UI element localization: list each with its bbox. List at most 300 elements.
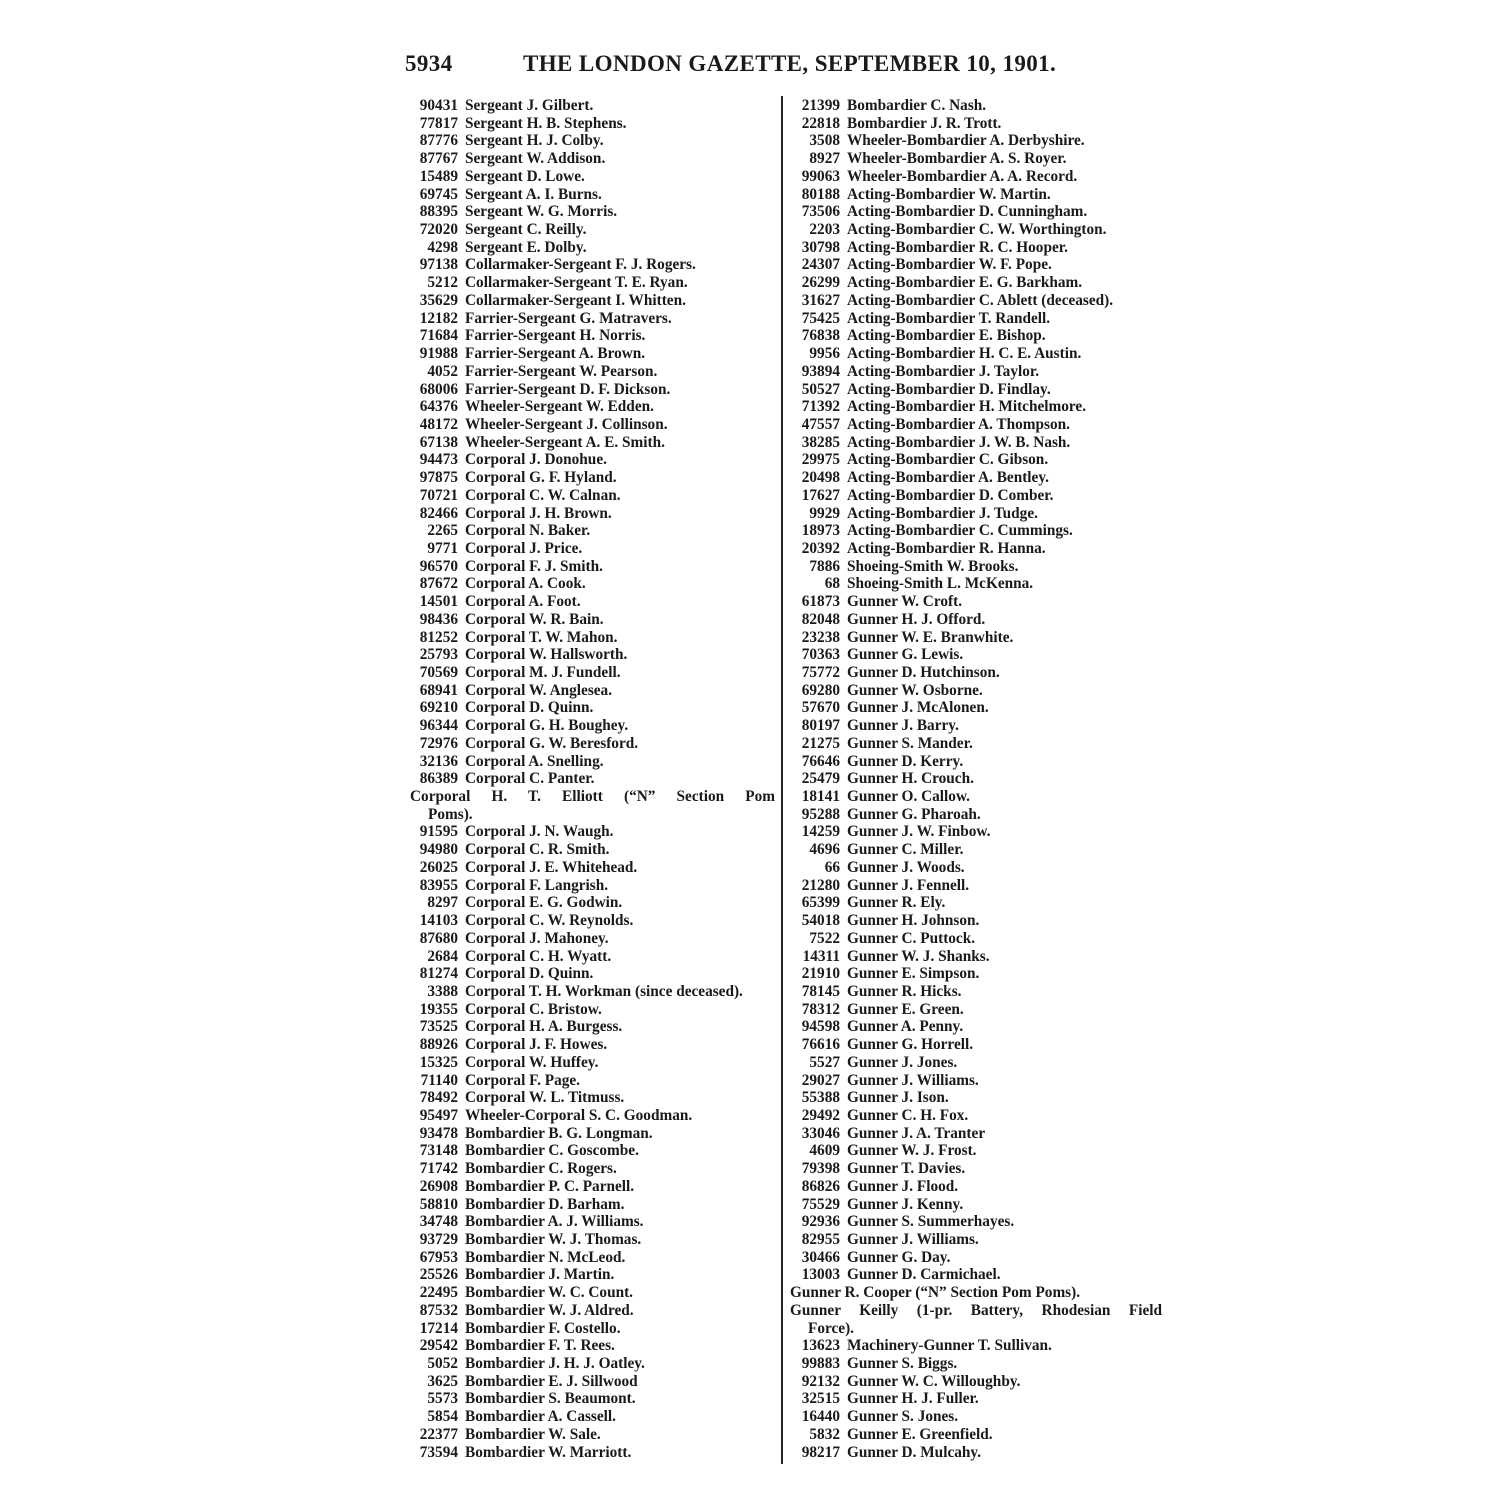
regimental-number: 69280 bbox=[801, 681, 840, 699]
regimental-number: 4696 bbox=[809, 841, 840, 859]
list-item bbox=[410, 1355, 775, 1373]
entry-text: Bombardier N. McLeod. bbox=[465, 1248, 626, 1266]
regimental-number: 38285 bbox=[801, 433, 840, 451]
page-number: 5934 bbox=[405, 51, 453, 76]
entry-text: Gunner H. J. Fuller. bbox=[847, 1390, 979, 1408]
entry-text: Machinery-Gunner T. Sullivan. bbox=[847, 1337, 1052, 1355]
list-item bbox=[410, 1390, 775, 1408]
regimental-number: 5212 bbox=[427, 274, 458, 292]
entry-text: Wheeler-Sergeant A. E. Smith. bbox=[465, 433, 665, 451]
regimental-number: 34748 bbox=[419, 1213, 458, 1231]
list-item bbox=[790, 203, 1162, 221]
regimental-number: 29027 bbox=[801, 1071, 840, 1089]
entry-text: Corporal C. W. Reynolds. bbox=[465, 912, 634, 930]
regimental-number: 13003 bbox=[801, 1266, 840, 1284]
entry-text: Acting-Bombardier H. Mitchelmore. bbox=[847, 398, 1087, 416]
entry-text: Gunner J. Williams. bbox=[847, 1071, 979, 1089]
entry-text: Corporal H. T. Elliott (“N” Section Pom bbox=[410, 788, 775, 806]
list-item bbox=[410, 221, 775, 239]
entry-text: Gunner C. Puttock. bbox=[847, 929, 976, 947]
regimental-number: 65399 bbox=[801, 894, 840, 912]
list-item bbox=[790, 1337, 1162, 1355]
regimental-number: 97138 bbox=[419, 256, 458, 274]
list-item bbox=[410, 540, 775, 558]
regimental-number: 26299 bbox=[801, 274, 840, 292]
entry-text: Sergeant D. Lowe. bbox=[465, 167, 585, 185]
entry-text: Corporal J. Price. bbox=[465, 539, 583, 557]
list-item bbox=[410, 487, 775, 505]
regimental-number: 8297 bbox=[427, 894, 458, 912]
regimental-number: 21280 bbox=[801, 876, 840, 894]
list-item bbox=[410, 522, 775, 540]
entry-text: Bombardier W. C. Count. bbox=[465, 1284, 634, 1302]
entry-text: Gunner W. E. Branwhite. bbox=[847, 628, 1014, 646]
regimental-number: 75425 bbox=[801, 309, 840, 327]
regimental-number: 61873 bbox=[801, 593, 840, 611]
list-item bbox=[790, 1125, 1162, 1143]
list-item bbox=[790, 646, 1162, 664]
list-item bbox=[790, 221, 1162, 239]
list-item bbox=[410, 1160, 775, 1178]
list-item bbox=[790, 1001, 1162, 1019]
regimental-number: 76838 bbox=[801, 327, 840, 345]
list-item bbox=[790, 1178, 1162, 1196]
list-item bbox=[410, 841, 775, 859]
list-item bbox=[410, 1054, 775, 1072]
list-item bbox=[410, 611, 775, 629]
list-item bbox=[790, 1142, 1162, 1160]
list-item bbox=[410, 753, 775, 771]
list-item bbox=[790, 1089, 1162, 1107]
list-item bbox=[410, 646, 775, 664]
entry-text: Corporal N. Baker. bbox=[465, 522, 591, 540]
regimental-number: 96344 bbox=[419, 717, 458, 735]
entry-text: Corporal A. Foot. bbox=[465, 593, 581, 611]
entry-text: Gunner E. Green. bbox=[847, 1000, 964, 1018]
entry-text: Sergeant H. J. Colby. bbox=[465, 132, 604, 150]
list-item bbox=[790, 150, 1162, 168]
regimental-number: 67138 bbox=[419, 433, 458, 451]
list-item bbox=[410, 274, 775, 292]
regimental-number: 21399 bbox=[801, 97, 840, 114]
regimental-number: 88395 bbox=[419, 203, 458, 221]
regimental-number: 68006 bbox=[419, 380, 458, 398]
left-column bbox=[410, 97, 775, 1461]
regimental-number: 54018 bbox=[801, 912, 840, 930]
list-item bbox=[790, 168, 1162, 186]
list-item bbox=[790, 1196, 1162, 1214]
list-item bbox=[790, 735, 1162, 753]
list-item bbox=[410, 1426, 775, 1444]
list-item bbox=[410, 416, 775, 434]
right-column bbox=[790, 97, 1162, 1461]
entry-text: Corporal W. Anglesea. bbox=[465, 681, 613, 699]
list-item bbox=[790, 770, 1162, 788]
regimental-number: 8927 bbox=[809, 150, 840, 168]
regimental-number: 23238 bbox=[801, 628, 840, 646]
entry-text: Sergeant W. Addison. bbox=[465, 150, 606, 168]
entry-text: Wheeler-Sergeant W. Edden. bbox=[465, 398, 654, 416]
entry-text: Gunner J. Barry. bbox=[847, 717, 959, 735]
list-item bbox=[790, 469, 1162, 487]
entry-text: Acting-Bombardier J. W. B. Nash. bbox=[847, 433, 1071, 451]
list-item bbox=[790, 327, 1162, 345]
regimental-number: 70569 bbox=[419, 664, 458, 681]
list-item bbox=[790, 948, 1162, 966]
entry-text: Farrier-Sergeant W. Pearson. bbox=[465, 362, 658, 380]
list-item bbox=[790, 1390, 1162, 1408]
list-item bbox=[790, 682, 1162, 700]
list-item bbox=[410, 664, 775, 682]
list-item bbox=[410, 788, 775, 823]
entry-text: Gunner G. Day. bbox=[847, 1248, 951, 1266]
list-item bbox=[410, 983, 775, 1001]
entry-text: Farrier-Sergeant H. Norris. bbox=[465, 327, 646, 345]
entry-text: Bombardier C. Goscombe. bbox=[465, 1142, 639, 1160]
entry-text: Bombardier W. J. Thomas. bbox=[465, 1231, 642, 1248]
regimental-number: 48172 bbox=[419, 415, 458, 433]
list-item bbox=[790, 97, 1162, 115]
regimental-number: 73148 bbox=[419, 1142, 458, 1160]
list-item bbox=[410, 1089, 775, 1107]
regimental-number: 2265 bbox=[427, 522, 458, 540]
list-item bbox=[790, 363, 1162, 381]
entry-text: Gunner G. Lewis. bbox=[847, 646, 964, 664]
regimental-number: 33046 bbox=[801, 1124, 840, 1142]
entry-text: Gunner W. J. Shanks. bbox=[847, 947, 990, 965]
entry-text: Sergeant J. Gilbert. bbox=[465, 97, 594, 114]
entry-text: Acting-Bombardier C. Cummings. bbox=[847, 522, 1073, 540]
regimental-number: 4052 bbox=[427, 362, 458, 380]
entry-text: Corporal T. H. Workman (since deceased). bbox=[465, 982, 743, 1000]
regimental-number: 7522 bbox=[809, 929, 840, 947]
entry-text: Corporal F. Page. bbox=[465, 1071, 580, 1089]
regimental-number: 58810 bbox=[419, 1195, 458, 1213]
regimental-number: 67953 bbox=[419, 1248, 458, 1266]
list-item bbox=[410, 1284, 775, 1302]
entry-text: Gunner R. Cooper (“N” Section Pom Poms). bbox=[790, 1284, 1081, 1302]
list-item bbox=[790, 575, 1162, 593]
list-item bbox=[790, 505, 1162, 523]
list-item bbox=[790, 788, 1162, 806]
list-item bbox=[410, 292, 775, 310]
entry-text: Acting-Bombardier C. W. Worthington. bbox=[847, 221, 1107, 239]
list-item bbox=[410, 434, 775, 452]
regimental-number: 80188 bbox=[801, 185, 840, 203]
entry-text: Gunner W. Croft. bbox=[847, 593, 963, 611]
list-item bbox=[790, 1107, 1162, 1125]
regimental-number: 96570 bbox=[419, 557, 458, 575]
regimental-number: 26025 bbox=[419, 858, 458, 876]
entry-text: Shoeing-Smith W. Brooks. bbox=[847, 557, 1019, 575]
entry-text: Gunner J. Williams. bbox=[847, 1231, 979, 1248]
regimental-number: 15325 bbox=[419, 1053, 458, 1071]
regimental-number: 5052 bbox=[427, 1355, 458, 1373]
regimental-number: 14501 bbox=[419, 593, 458, 611]
entry-text: Bombardier J. H. J. Oatley. bbox=[465, 1355, 645, 1373]
list-item bbox=[790, 717, 1162, 735]
list-item bbox=[410, 1266, 775, 1284]
list-item bbox=[790, 1072, 1162, 1090]
list-item bbox=[410, 150, 775, 168]
list-item bbox=[410, 1107, 775, 1125]
list-item bbox=[790, 310, 1162, 328]
regimental-number: 20498 bbox=[801, 469, 840, 487]
entry-text: Gunner G. Horrell. bbox=[847, 1036, 974, 1054]
regimental-number: 29492 bbox=[801, 1106, 840, 1124]
entry-text: Gunner J. Flood. bbox=[847, 1177, 959, 1195]
page-title: THE LONDON GAZETTE, SEPTEMBER 10, 1901. bbox=[523, 51, 1057, 76]
regimental-number: 75772 bbox=[801, 664, 840, 681]
list-item bbox=[790, 611, 1162, 629]
list-item bbox=[790, 292, 1162, 310]
entry-text: Gunner G. Pharoah. bbox=[847, 805, 981, 823]
regimental-number: 87680 bbox=[419, 929, 458, 947]
entry-text: Bombardier D. Barham. bbox=[465, 1195, 625, 1213]
list-item bbox=[410, 1072, 775, 1090]
entry-text: Gunner A. Penny. bbox=[847, 1018, 964, 1036]
regimental-number: 17214 bbox=[419, 1319, 458, 1337]
list-item bbox=[410, 256, 775, 274]
list-item bbox=[790, 132, 1162, 150]
entry-text: Shoeing-Smith L. McKenna. bbox=[847, 575, 1034, 593]
entry-text: Corporal M. J. Fundell. bbox=[465, 664, 621, 681]
list-item bbox=[790, 186, 1162, 204]
entry-text: Corporal C. R. Smith. bbox=[465, 841, 610, 859]
regimental-number: 3508 bbox=[809, 132, 840, 150]
entry-text: Corporal H. A. Burgess. bbox=[465, 1018, 623, 1036]
regimental-number: 71140 bbox=[420, 1071, 458, 1089]
regimental-number: 69210 bbox=[419, 699, 458, 717]
regimental-number: 92936 bbox=[801, 1213, 840, 1231]
entry-text-continued: Poms). bbox=[428, 805, 473, 823]
list-item bbox=[410, 1249, 775, 1267]
list-item bbox=[410, 327, 775, 345]
list-item bbox=[410, 451, 775, 469]
entry-text: Gunner J. Kenny. bbox=[847, 1195, 964, 1213]
list-item bbox=[790, 239, 1162, 257]
regimental-number: 99063 bbox=[801, 167, 840, 185]
list-item bbox=[410, 398, 775, 416]
column-divider bbox=[781, 96, 783, 1464]
entry-text: Corporal J. F. Howes. bbox=[465, 1036, 608, 1054]
entry-text: Corporal G. W. Beresford. bbox=[465, 734, 639, 752]
list-item bbox=[410, 859, 775, 877]
entry-text: Gunner C. Miller. bbox=[847, 841, 964, 859]
regimental-number: 14259 bbox=[801, 823, 840, 841]
entry-text: Gunner H. Crouch. bbox=[847, 770, 974, 788]
entry-text: Gunner D. Mulcahy. bbox=[847, 1443, 982, 1461]
entry-text: Sergeant A. I. Burns. bbox=[465, 185, 602, 203]
regimental-number: 25793 bbox=[419, 646, 458, 664]
entry-text: Gunner S. Jones. bbox=[847, 1408, 959, 1426]
list-item bbox=[790, 1249, 1162, 1267]
entry-text: Bombardier J. Martin. bbox=[465, 1266, 615, 1284]
entry-text: Gunner T. Davies. bbox=[847, 1160, 966, 1178]
list-item bbox=[410, 894, 775, 912]
regimental-number: 57670 bbox=[801, 699, 840, 717]
list-item bbox=[790, 558, 1162, 576]
list-item bbox=[790, 1408, 1162, 1426]
list-item bbox=[790, 664, 1162, 682]
list-item bbox=[790, 1284, 1162, 1302]
entry-text: Gunner E. Simpson. bbox=[847, 965, 980, 983]
entry-text: Gunner W. J. Frost. bbox=[847, 1142, 977, 1160]
entry-text: Gunner H. J. Offord. bbox=[847, 610, 986, 628]
entry-text: Sergeant W. G. Morris. bbox=[465, 203, 618, 221]
regimental-number: 78492 bbox=[419, 1089, 458, 1107]
entry-text: Corporal C. W. Calnan. bbox=[465, 486, 621, 504]
regimental-number: 71684 bbox=[419, 327, 458, 345]
regimental-number: 2203 bbox=[809, 221, 840, 239]
list-item bbox=[410, 1373, 775, 1391]
entry-text: Gunner J. W. Finbow. bbox=[847, 823, 991, 841]
entry-text: Gunner S. Summerhayes. bbox=[847, 1213, 1015, 1231]
list-item bbox=[790, 841, 1162, 859]
list-item bbox=[790, 1302, 1162, 1337]
entry-text: Bombardier W. J. Aldred. bbox=[465, 1301, 634, 1319]
list-item bbox=[410, 1001, 775, 1019]
regimental-number: 81252 bbox=[419, 628, 458, 646]
list-item bbox=[410, 823, 775, 841]
regimental-number: 72976 bbox=[419, 734, 458, 752]
regimental-number: 25526 bbox=[419, 1266, 458, 1284]
entry-text: Corporal J. H. Brown. bbox=[465, 504, 612, 522]
regimental-number: 68 bbox=[824, 575, 840, 593]
regimental-number: 30466 bbox=[801, 1248, 840, 1266]
list-item bbox=[410, 363, 775, 381]
regimental-number: 72020 bbox=[419, 221, 458, 239]
regimental-number: 81274 bbox=[419, 965, 458, 983]
list-item bbox=[410, 1444, 775, 1462]
entry-text: Wheeler-Bombardier A. S. Royer. bbox=[847, 150, 1067, 168]
entry-text: Sergeant E. Dolby. bbox=[465, 238, 587, 256]
list-item bbox=[410, 877, 775, 895]
list-item bbox=[410, 505, 775, 523]
regimental-number: 13623 bbox=[801, 1337, 840, 1355]
regimental-number: 35629 bbox=[419, 291, 458, 309]
regimental-number: 73506 bbox=[801, 203, 840, 221]
regimental-number: 26908 bbox=[419, 1177, 458, 1195]
entry-text: Gunner J. Ison. bbox=[847, 1089, 949, 1107]
entry-text: Bombardier S. Beaumont. bbox=[465, 1390, 636, 1408]
regimental-number: 94980 bbox=[419, 841, 458, 859]
list-item bbox=[790, 1426, 1162, 1444]
regimental-number: 91988 bbox=[419, 345, 458, 363]
list-item bbox=[410, 1408, 775, 1426]
list-item bbox=[790, 540, 1162, 558]
list-item bbox=[790, 593, 1162, 611]
regimental-number: 24307 bbox=[801, 256, 840, 274]
entry-text: Gunner S. Biggs. bbox=[847, 1355, 958, 1373]
entry-text: Bombardier C. Rogers. bbox=[465, 1160, 617, 1178]
regimental-number: 88926 bbox=[419, 1036, 458, 1054]
list-item bbox=[790, 1036, 1162, 1054]
regimental-number: 95288 bbox=[801, 805, 840, 823]
list-item bbox=[790, 434, 1162, 452]
entry-text: Acting-Bombardier E. G. Barkham. bbox=[847, 274, 1083, 292]
list-item bbox=[790, 1054, 1162, 1072]
entry-text: Corporal A. Snelling. bbox=[465, 752, 604, 770]
regimental-number: 98217 bbox=[801, 1443, 840, 1461]
list-item bbox=[790, 1266, 1162, 1284]
entry-text: Acting-Bombardier A. Thompson. bbox=[847, 415, 1070, 433]
regimental-number: 4298 bbox=[427, 238, 458, 256]
regimental-number: 2684 bbox=[427, 947, 458, 965]
entry-text: Corporal J. Donohue. bbox=[465, 451, 607, 469]
entry-text: Corporal E. G. Godwin. bbox=[465, 894, 623, 912]
entry-text: Wheeler-Bombardier A. Derbyshire. bbox=[847, 132, 1085, 150]
regimental-number: 78145 bbox=[801, 982, 840, 1000]
regimental-number: 50527 bbox=[801, 380, 840, 398]
list-item bbox=[410, 930, 775, 948]
list-item bbox=[410, 682, 775, 700]
list-item bbox=[410, 115, 775, 133]
list-item bbox=[790, 859, 1162, 877]
entry-text: Farrier-Sergeant A. Brown. bbox=[465, 345, 646, 363]
regimental-number: 20392 bbox=[801, 539, 840, 557]
list-item bbox=[410, 1018, 775, 1036]
entry-text: Acting-Bombardier C. Ablett (deceased). bbox=[847, 291, 1114, 309]
regimental-number: 75529 bbox=[801, 1195, 840, 1213]
list-item bbox=[790, 256, 1162, 274]
entry-text: Wheeler-Sergeant J. Collinson. bbox=[465, 415, 668, 433]
entry-text: Wheeler-Bombardier A. A. Record. bbox=[847, 167, 1078, 185]
regimental-number: 93729 bbox=[419, 1231, 458, 1248]
regimental-number: 87672 bbox=[419, 575, 458, 593]
entry-text: Gunner H. Johnson. bbox=[847, 912, 980, 930]
list-item bbox=[410, 186, 775, 204]
entry-text: Bombardier A. Cassell. bbox=[465, 1408, 616, 1426]
regimental-number: 90431 bbox=[419, 97, 458, 114]
regimental-number: 47557 bbox=[801, 415, 840, 433]
entry-text: Corporal F. J. Smith. bbox=[465, 557, 603, 575]
list-item bbox=[790, 806, 1162, 824]
entry-text: Acting-Bombardier H. C. E. Austin. bbox=[847, 345, 1082, 363]
entry-text: Corporal G. H. Boughey. bbox=[465, 717, 629, 735]
entry-text: Corporal W. Hallsworth. bbox=[465, 646, 628, 664]
regimental-number: 93894 bbox=[801, 362, 840, 380]
list-item bbox=[790, 381, 1162, 399]
regimental-number: 82955 bbox=[801, 1231, 840, 1248]
list-item bbox=[410, 1302, 775, 1320]
entry-text: Corporal C. Bristow. bbox=[465, 1000, 602, 1018]
list-item bbox=[790, 487, 1162, 505]
regimental-number: 29542 bbox=[419, 1337, 458, 1355]
regimental-number: 30798 bbox=[801, 238, 840, 256]
list-item bbox=[410, 345, 775, 363]
entry-text: Corporal J. Mahoney. bbox=[465, 929, 609, 947]
regimental-number: 3625 bbox=[427, 1372, 458, 1390]
list-item bbox=[790, 930, 1162, 948]
list-item bbox=[410, 310, 775, 328]
entry-text: Collarmaker-Sergeant T. E. Ryan. bbox=[465, 274, 688, 292]
list-item bbox=[410, 1125, 775, 1143]
regimental-number: 55388 bbox=[801, 1089, 840, 1107]
entry-text: Collarmaker-Sergeant I. Whitten. bbox=[465, 291, 686, 309]
list-item bbox=[790, 345, 1162, 363]
entry-text: Gunner J. A. Tranter bbox=[847, 1124, 986, 1142]
regimental-number: 97875 bbox=[419, 469, 458, 487]
regimental-number: 3388 bbox=[427, 982, 458, 1000]
entry-text: Gunner S. Mander. bbox=[847, 734, 973, 752]
regimental-number: 66 bbox=[824, 858, 840, 876]
regimental-number: 18141 bbox=[801, 788, 840, 806]
regimental-number: 80197 bbox=[801, 717, 840, 735]
list-item bbox=[410, 1337, 775, 1355]
entry-text: Bombardier A. J. Williams. bbox=[465, 1213, 644, 1231]
list-item bbox=[790, 877, 1162, 895]
